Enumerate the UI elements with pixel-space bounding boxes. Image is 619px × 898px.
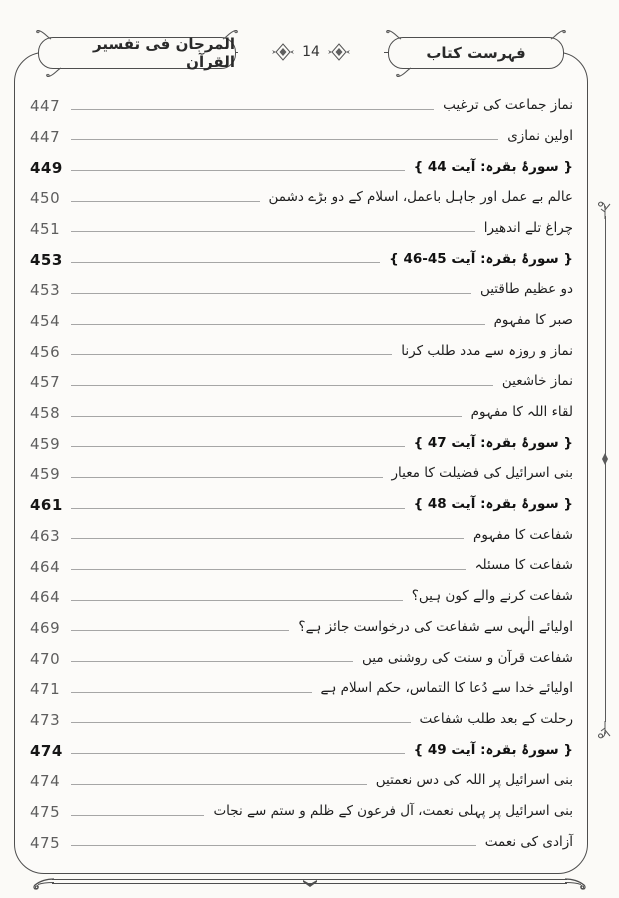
toc-entry-title: شفاعت قرآن و سنت کی روشنی میں: [362, 649, 573, 666]
leader-line: [71, 446, 405, 447]
toc-row: [30, 606, 573, 637]
toc-row: [30, 728, 573, 759]
toc-entry-title: اولیائے الٰہی سے شفاعت کی درخواست جائز ہے؟: [298, 618, 573, 635]
toc-row: [30, 790, 573, 821]
toc-page-number: 464: [30, 557, 61, 576]
toc-row: [30, 667, 573, 698]
toc-row: [30, 268, 573, 299]
bottom-ornament-rule: [34, 872, 585, 894]
toc-entry-title: نماز و روزہ سے مدد طلب کرنا: [401, 342, 573, 359]
toc-page-number: 447: [30, 97, 61, 116]
toc-list: [30, 84, 573, 851]
toc-entry-title: بنی اسرائیل پر پہلی نعمت، آل فرعون کے ظلم و ستم سے نجات: [213, 802, 573, 819]
toc-entry-title: چراغ تلے اندھیرا: [483, 219, 573, 236]
flourish-curl-icon: [35, 27, 53, 40]
toc-row: [30, 360, 573, 391]
toc-page-number: 459: [30, 465, 61, 484]
toc-entry-title: نماز جماعت کی ترغیب: [443, 97, 573, 114]
margin-rule: [605, 216, 606, 722]
toc-entry-title: اولین نمازی: [507, 127, 573, 144]
toc-entry-title: { سورۂ بقرہ: آیت 47 }: [413, 434, 573, 451]
toc-row: [30, 176, 573, 207]
leader-line: [71, 324, 485, 325]
toc-row: [30, 698, 573, 729]
leader-line: [71, 630, 289, 631]
toc-entry-title: بنی اسرائیل پر اللہ کی دس نعمتیں: [375, 772, 573, 789]
toc-row: [30, 299, 573, 330]
toc-row: [30, 821, 573, 852]
leader-line: [71, 262, 380, 263]
flourish-curl-icon: [549, 27, 567, 40]
toc-entry-title: { سورۂ بقرہ: آیت 48 }: [413, 496, 573, 513]
leader-line: [71, 815, 204, 816]
toc-page-number: 454: [30, 312, 61, 330]
book-title-badge: [38, 37, 236, 69]
margin-swirl-icon: [597, 200, 613, 220]
leader-line: [71, 293, 471, 294]
toc-row: [30, 330, 573, 361]
page-number-ornament: [262, 40, 360, 64]
toc-entry-title: اولیائے خدا سے دُعا کا التماس، حکم اسلام ہے: [320, 680, 573, 697]
flourish-curl-icon: [221, 27, 239, 40]
toc-page-number: 474: [30, 772, 61, 791]
toc-page-number: 473: [30, 710, 61, 729]
toc-entry-title: عالم بے عمل اور جاہل باعمل، اسلام کے دو بڑے دشمن: [268, 189, 573, 206]
toc-row: [30, 237, 573, 268]
toc-row: [30, 145, 573, 176]
bottom-swirl-icon: [563, 872, 587, 892]
toc-row: [30, 575, 573, 606]
toc-entry-title: آزادی کی نعمت: [484, 833, 573, 850]
leader-line: [71, 170, 405, 171]
leader-line: [71, 784, 367, 785]
toc-entry-title: لقاء اللہ کا مفہوم: [470, 404, 573, 421]
toc-entry-title: صبر کا مفہوم: [493, 311, 573, 328]
toc-row: [30, 636, 573, 667]
leader-line: [71, 600, 403, 601]
toc-row: [30, 115, 573, 146]
toc-entry-title: { سورۂ بقرہ: آیت 45-46 }: [389, 250, 573, 267]
toc-page-number: 463: [30, 526, 61, 545]
toc-entry-title: نماز خاشعین: [501, 373, 573, 390]
leader-line: [71, 569, 466, 570]
leader-line: [71, 722, 411, 723]
bottom-swirl-icon: [32, 872, 56, 892]
toc-row: [30, 544, 573, 575]
leader-line: [71, 354, 392, 355]
flourish-curl-icon: [395, 67, 413, 80]
flourish-curl-icon: [385, 27, 403, 40]
toc-entry-title: شفاعت کا مفہوم: [473, 526, 573, 543]
leader-line: [71, 109, 434, 110]
toc-entry-title: شفاعت کرنے والے کون ہیں؟: [411, 588, 573, 605]
margin-ornament-rail: [597, 200, 613, 740]
toc-entry-title: { سورۂ بقرہ: آیت 49 }: [413, 741, 573, 758]
toc-row: [30, 452, 573, 483]
leader-line: [71, 477, 383, 478]
toc-row: [30, 84, 573, 115]
toc-page-number: 470: [30, 649, 61, 668]
toc-row: [30, 207, 573, 238]
section-title-badge: [388, 37, 564, 69]
toc-page-number: 474: [30, 741, 63, 760]
flourish-curl-icon: [45, 67, 63, 80]
page-number: 14: [302, 44, 320, 60]
toc-page-number: 464: [30, 588, 61, 607]
bottom-center-bow-icon: [302, 878, 318, 888]
leader-line: [71, 692, 312, 693]
toc-page-number: 461: [30, 496, 63, 515]
toc-entry-title: { سورۂ بقرہ: آیت 44 }: [413, 158, 573, 175]
toc-page-number: 456: [30, 342, 61, 361]
toc-page-number: 453: [30, 250, 63, 269]
toc-page-number: 471: [30, 680, 61, 699]
toc-row: [30, 483, 573, 514]
toc-page-number: 475: [30, 803, 61, 821]
toc-page-number: 447: [30, 127, 61, 146]
toc-page-number: 457: [30, 373, 61, 392]
toc-row: [30, 391, 573, 422]
margin-swirl-icon: [597, 720, 613, 740]
leader-line: [71, 661, 353, 662]
toc-entry-title: دو عظیم طاقتیں: [479, 281, 573, 298]
toc-page-number: 453: [30, 281, 61, 300]
leader-line: [71, 416, 462, 417]
book-title: المرجان فی تفسیر القرآن: [93, 35, 235, 71]
toc-entry-title: شفاعت کا مسئلہ: [474, 557, 573, 574]
leader-line: [71, 508, 405, 509]
toc-page-number: 459: [30, 434, 61, 453]
margin-diamond-icon: [597, 452, 613, 466]
leader-line: [71, 231, 475, 232]
section-title: فہرست کتاب: [426, 44, 526, 62]
toc-entry-title: رحلت کے بعد طلب شفاعت: [419, 710, 573, 727]
toc-page-number: 449: [30, 158, 63, 177]
floral-diamond-icon: [271, 43, 295, 61]
toc-row: [30, 759, 573, 790]
leader-line: [71, 139, 498, 140]
toc-row: [30, 422, 573, 453]
toc-page-number: 451: [30, 219, 61, 238]
leader-line: [71, 385, 493, 386]
toc-page-number: 469: [30, 618, 61, 637]
leader-line: [71, 753, 405, 754]
floral-diamond-icon: [327, 43, 351, 61]
toc-row: [30, 514, 573, 545]
toc-entry-title: بنی اسرائیل کی فضیلت کا معیار: [391, 465, 573, 482]
toc-page-number: 450: [30, 189, 61, 208]
leader-line: [71, 201, 260, 202]
toc-page-number: 475: [30, 833, 61, 852]
leader-line: [71, 845, 476, 846]
toc-page-number: 458: [30, 404, 61, 423]
leader-line: [71, 538, 464, 539]
